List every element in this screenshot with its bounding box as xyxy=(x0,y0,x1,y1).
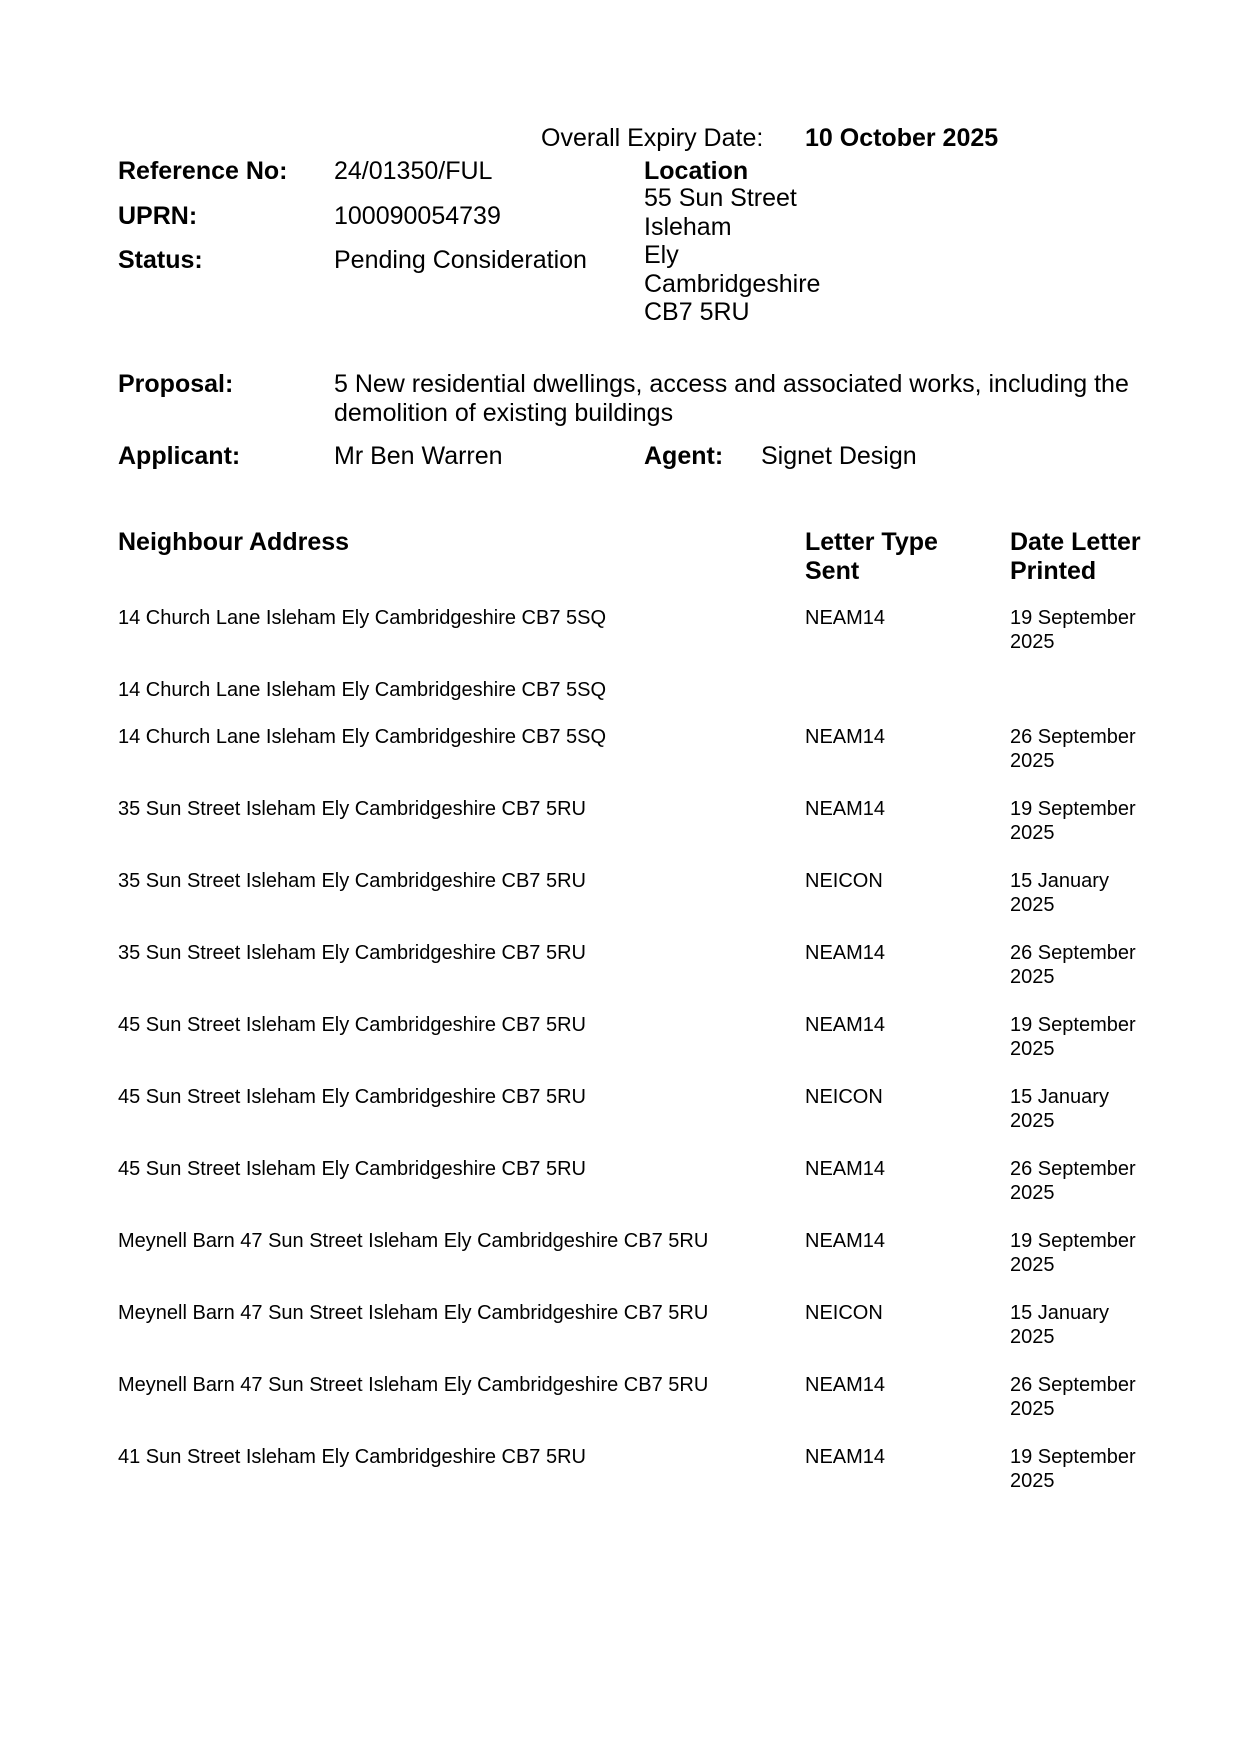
table-row xyxy=(0,797,1241,869)
column-header-line: Sent xyxy=(805,557,860,585)
row-date-line: 19 September xyxy=(1010,1014,1136,1036)
table-row xyxy=(0,1157,1241,1229)
row-address: 35 Sun Street Isleham Ely Cambridgeshire CB7 5RU xyxy=(118,798,586,820)
row-address: Meynell Barn 47 Sun Street Isleham Ely Cambridgeshire CB7 5RU xyxy=(118,1374,709,1396)
uprn-value: 100090054739 xyxy=(334,202,501,230)
row-address: Meynell Barn 47 Sun Street Isleham Ely Cambridgeshire CB7 5RU xyxy=(118,1230,709,1252)
table-row xyxy=(0,1229,1241,1301)
row-date-line: 19 September xyxy=(1010,1230,1136,1252)
uprn-label: UPRN: xyxy=(118,202,198,230)
applicant-value: Mr Ben Warren xyxy=(334,442,503,470)
row-letter-type: NEAM14 xyxy=(805,1014,886,1036)
proposal-value: 5 New residential dwellings, access and associated works, including the demolition of existing buildings xyxy=(334,370,1129,427)
row-address: 35 Sun Street Isleham Ely Cambridgeshire CB7 5RU xyxy=(118,942,586,964)
row-date xyxy=(1010,1013,1170,1061)
row-date xyxy=(1010,1157,1170,1205)
reference-label: Reference No: xyxy=(118,157,288,185)
row-address: Meynell Barn 47 Sun Street Isleham Ely Cambridgeshire CB7 5RU xyxy=(118,1302,709,1324)
row-address: 14 Church Lane Isleham Ely Cambridgeshire CB7 5SQ xyxy=(118,679,607,701)
row-date-line: 26 September xyxy=(1010,1374,1136,1396)
location-label: Location xyxy=(644,157,749,185)
row-date-line: 2025 xyxy=(1010,750,1055,772)
status-value: Pending Consideration xyxy=(334,246,587,274)
table-row xyxy=(0,1301,1241,1373)
table-row xyxy=(0,869,1241,941)
status-label: Status: xyxy=(118,246,203,274)
table-row xyxy=(0,678,1241,725)
row-date xyxy=(1010,606,1170,654)
row-address: 45 Sun Street Isleham Ely Cambridgeshire CB7 5RU xyxy=(118,1158,586,1180)
row-letter-type: NEAM14 xyxy=(805,726,886,748)
applicant-label: Applicant: xyxy=(118,442,241,470)
row-date-line: 2025 xyxy=(1010,1254,1055,1276)
row-date-line: 2025 xyxy=(1010,631,1055,653)
row-letter-type: NEAM14 xyxy=(805,942,886,964)
table-row xyxy=(0,941,1241,1013)
column-header-line: Date Letter xyxy=(1010,528,1141,556)
column-header-address: Neighbour Address xyxy=(118,528,350,556)
row-letter-type: NEAM14 xyxy=(805,1374,886,1396)
row-letter-type: NEICON xyxy=(805,1086,883,1108)
neighbour-table xyxy=(0,606,1241,1517)
row-date-line: 26 September xyxy=(1010,726,1136,748)
location-line: Cambridgeshire xyxy=(644,269,821,298)
row-date-line: 2025 xyxy=(1010,966,1055,988)
table-row xyxy=(0,1085,1241,1157)
column-header-letter-type xyxy=(805,528,938,586)
row-letter-type: NEAM14 xyxy=(805,1230,886,1252)
table-row xyxy=(0,725,1241,797)
row-date xyxy=(1010,1445,1170,1493)
row-date-line: 19 September xyxy=(1010,1446,1136,1468)
row-date-line: 26 September xyxy=(1010,1158,1136,1180)
agent-value: Signet Design xyxy=(761,442,917,470)
column-header-line: Letter Type xyxy=(805,528,938,556)
row-date-line: 2025 xyxy=(1010,1326,1055,1348)
row-date xyxy=(1010,725,1170,773)
row-date-line: 2025 xyxy=(1010,894,1055,916)
row-letter-type: NEAM14 xyxy=(805,1446,886,1468)
row-date xyxy=(1010,941,1170,989)
row-date-line: 19 September xyxy=(1010,798,1136,820)
location-line: Isleham xyxy=(644,212,732,241)
agent-label: Agent: xyxy=(644,442,724,470)
row-date-line: 2025 xyxy=(1010,1110,1055,1132)
row-letter-type: NEAM14 xyxy=(805,798,886,820)
row-letter-type: NEICON xyxy=(805,870,883,892)
column-header-line: Printed xyxy=(1010,557,1097,585)
row-date xyxy=(1010,1301,1170,1349)
row-date xyxy=(1010,869,1170,917)
table-row xyxy=(0,1373,1241,1445)
row-date-line: 2025 xyxy=(1010,1398,1055,1420)
row-date xyxy=(1010,1229,1170,1277)
row-date-line: 2025 xyxy=(1010,1182,1055,1204)
row-address: 45 Sun Street Isleham Ely Cambridgeshire CB7 5RU xyxy=(118,1086,586,1108)
row-date-line: 2025 xyxy=(1010,822,1055,844)
row-letter-type: NEAM14 xyxy=(805,607,886,629)
table-row xyxy=(0,1445,1241,1517)
row-address: 14 Church Lane Isleham Ely Cambridgeshire CB7 5SQ xyxy=(118,607,607,629)
row-address: 35 Sun Street Isleham Ely Cambridgeshire CB7 5RU xyxy=(118,870,586,892)
reference-value: 24/01350/FUL xyxy=(334,157,493,185)
row-date-line: 15 January xyxy=(1010,1086,1109,1108)
row-date-line: 2025 xyxy=(1010,1038,1055,1060)
table-row xyxy=(0,1013,1241,1085)
row-address: 14 Church Lane Isleham Ely Cambridgeshire CB7 5SQ xyxy=(118,726,607,748)
row-date xyxy=(1010,797,1170,845)
row-date-line: 26 September xyxy=(1010,942,1136,964)
expiry-value: 10 October 2025 xyxy=(805,124,999,152)
location-line: Ely xyxy=(644,241,679,269)
row-date-line: 2025 xyxy=(1010,1470,1055,1492)
expiry-label: Overall Expiry Date: xyxy=(541,124,764,152)
row-date xyxy=(1010,1373,1170,1421)
location-address xyxy=(644,184,820,327)
proposal-label: Proposal: xyxy=(118,370,234,398)
row-letter-type: NEICON xyxy=(805,1302,883,1324)
row-date-line: 19 September xyxy=(1010,607,1136,629)
table-row xyxy=(0,606,1241,678)
row-letter-type: NEAM14 xyxy=(805,1158,886,1180)
row-date xyxy=(1010,1085,1170,1133)
location-line: 55 Sun Street xyxy=(644,184,797,212)
row-date-line: 15 January xyxy=(1010,1302,1109,1324)
row-date-line: 15 January xyxy=(1010,870,1109,892)
column-header-date xyxy=(1010,528,1141,586)
location-line: CB7 5RU xyxy=(644,298,750,326)
row-address: 45 Sun Street Isleham Ely Cambridgeshire CB7 5RU xyxy=(118,1014,586,1036)
row-address: 41 Sun Street Isleham Ely Cambridgeshire CB7 5RU xyxy=(118,1446,586,1468)
